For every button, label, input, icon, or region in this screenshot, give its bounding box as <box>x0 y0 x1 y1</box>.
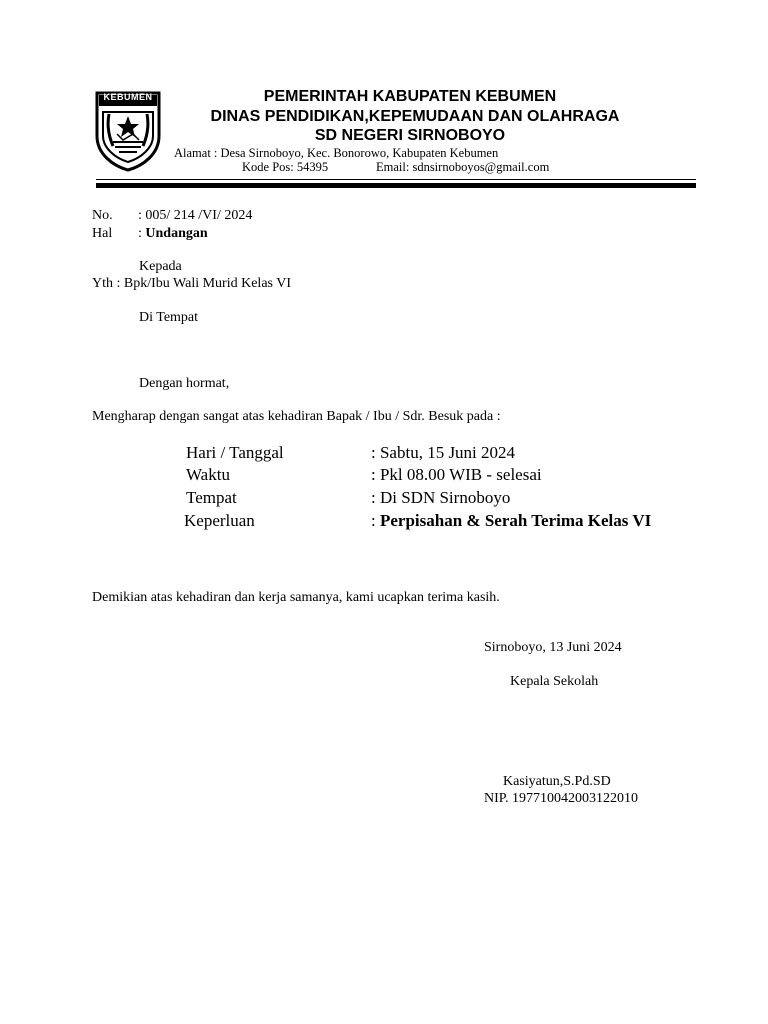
detail-value-purpose: Perpisahan & Serah Terima Kelas VI <box>379 511 652 530</box>
greeting: Dengan hormat, <box>139 376 230 391</box>
closing-paragraph: Demikian atas kehadiran dan kerja samanya, kami ucapkan terima kasih. <box>92 590 500 605</box>
letterhead-divider-thin <box>96 179 696 180</box>
detail-purpose-colon: : <box>371 511 380 530</box>
detail-value-purpose-line <box>371 511 651 531</box>
signature-title: Kepala Sekolah <box>510 674 599 689</box>
signatory-name: Kasiyatun,S.Pd.SD <box>503 774 611 789</box>
subject-value-line <box>138 226 208 242</box>
recipient-location: Di Tempat <box>139 310 199 325</box>
letterhead-email: Email: sdnsirnoboyos@gmail.com <box>376 160 550 174</box>
subject-value: Undangan <box>145 226 208 241</box>
letter-number-label: No. <box>92 208 113 223</box>
letterhead-postal-code: Kode Pos: 54395 <box>242 160 329 174</box>
detail-value-time: : Pkl 08.00 WIB - selesai <box>371 465 542 484</box>
kebumen-emblem-logo <box>93 90 163 172</box>
signature-place-date: Sirnoboyo, 13 Juni 2024 <box>484 640 622 655</box>
letter-number-value: : 005/ 214 /VI/ 2024 <box>138 208 253 223</box>
detail-label-time: Waktu <box>186 465 230 484</box>
letterhead-address: Alamat : Desa Sirnoboyo, Kec. Bonorowo, Kabupaten Kebumen <box>174 146 499 160</box>
recipient-kepada: Kepada <box>139 259 182 274</box>
subject-label: Hal <box>92 226 113 241</box>
letterhead-line2: DINAS PENDIDIKAN,KEPEMUDAAN DAN OLAHRAGA <box>210 108 620 125</box>
recipient-yth: Yth : Bpk/Ibu Wali Murid Kelas VI <box>92 276 292 291</box>
letterhead-line1: PEMERINTAH KABUPATEN KEBUMEN <box>263 88 557 105</box>
letterhead-line3: SD NEGERI SIRNOBOYO <box>314 127 506 144</box>
detail-label-date: Hari / Tanggal <box>186 443 284 462</box>
intro-paragraph: Mengharap dengan sangat atas kehadiran Bapak / Ibu / Sdr. Besuk pada : <box>92 409 501 424</box>
detail-value-place: : Di SDN Sirnoboyo <box>371 488 511 507</box>
detail-label-place: Tempat <box>186 488 237 507</box>
detail-label-purpose: Keperluan <box>184 511 255 530</box>
subject-colon: : <box>138 226 146 241</box>
logo-text: KEBUMEN <box>103 92 153 102</box>
signatory-nip: NIP. 197710042003122010 <box>484 791 639 806</box>
letterhead-divider-thick <box>96 183 696 188</box>
detail-value-date: : Sabtu, 15 Juni 2024 <box>371 443 516 462</box>
